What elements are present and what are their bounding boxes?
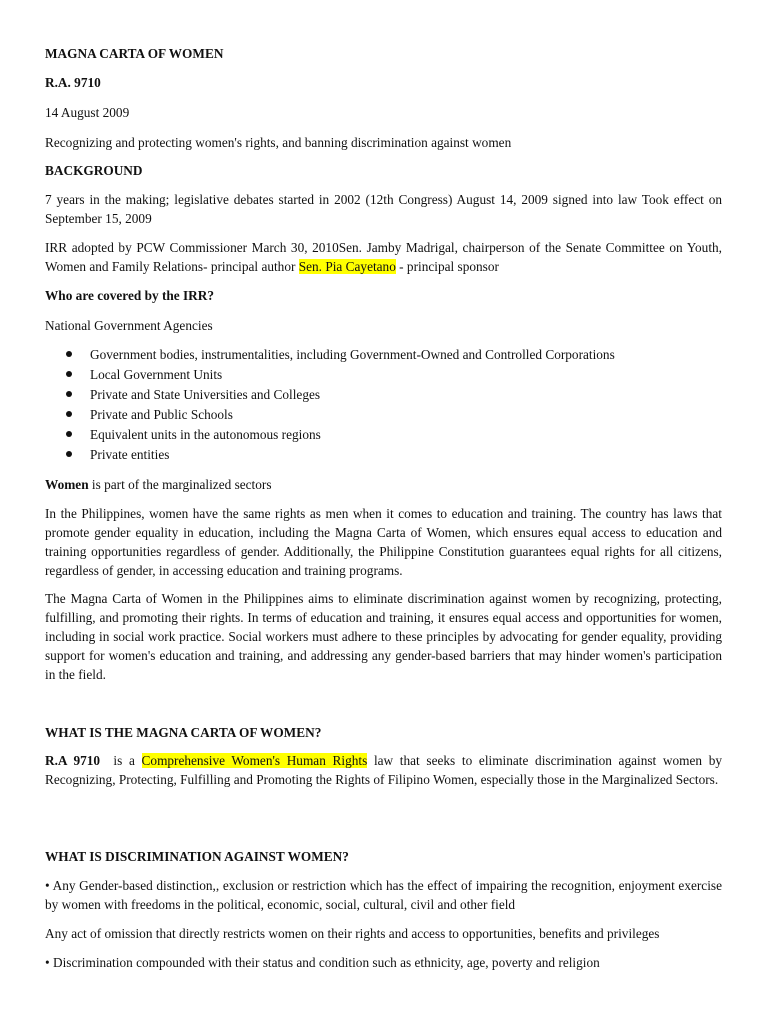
list-item <box>45 445 722 465</box>
what-is-heading: WHAT IS THE MAGNA CARTA OF WOMEN? <box>45 725 322 740</box>
list-item <box>45 385 722 405</box>
list-item-text: Equivalent units in the autonomous regions <box>90 427 321 442</box>
ra-bold-label: R.A 9710 <box>45 753 101 768</box>
women-bold-label: Women <box>45 477 89 492</box>
background-heading: BACKGROUND <box>45 163 143 178</box>
list-item <box>45 405 722 425</box>
background-paragraph-1: 7 years in the making; legislative debates started in 2002 (12th Congress) August 14, 2009 signed into law Took effect on September 15, 2009 <box>45 192 722 226</box>
discrimination-paragraph-1: • Any Gender-based distinction,, exclusion or restriction which has the effect of impairing the recognition, enjoyment exercise by women with freedoms in the political, economic, social, cultural, civil and other field <box>45 878 722 912</box>
social-work-paragraph: The Magna Carta of Women in the Philippines aims to eliminate discrimination against women by recognizing, protecting, fulfilling, and promoting their rights. In terms of education and training, it ensures equal access and opportunities for women, including in social work practice. Social workers must adhere to these principles by advocating for gender equality, providing support for women's education and training, and addressing any gender-based barriers that may hinder women's participation in the field. <box>45 591 722 682</box>
highlighted-sponsor-name: Sen. Pia Cayetano <box>298 259 396 274</box>
what-is-paragraph <box>45 751 726 789</box>
covered-list <box>45 345 722 465</box>
bullet-icon <box>66 451 72 457</box>
background-paragraph-2-tail: - principal sponsor <box>395 259 499 274</box>
discrimination-heading: WHAT IS DISCRIMINATION AGAINST WOMEN? <box>45 849 349 864</box>
education-paragraph: In the Philippines, women have the same rights as men when it comes to education and training. The country has laws that promote gender equality in education, including the Magna Carta of Women, which ensures equal access to education and training opportunities regardless of gender. Additionally, the Philippine Constitution guarantees equal rights for all citizens, regardless of gender, in accessing education and training programs. <box>45 506 722 578</box>
bullet-icon <box>66 411 72 417</box>
covered-heading: Who are covered by the IRR? <box>45 288 215 303</box>
covered-intro: National Government Agencies <box>45 318 213 333</box>
discrimination-paragraph-3: • Discrimination compounded with their status and condition such as ethnicity, age, poverty and religion <box>45 955 600 970</box>
list-item <box>45 345 722 365</box>
document-title: MAGNA CARTA OF WOMEN <box>45 46 224 61</box>
women-statement-text: is part of the marginalized sectors <box>88 477 272 492</box>
list-item-text: Private and Public Schools <box>90 407 233 422</box>
ra-number: R.A. 9710 <box>45 75 101 90</box>
bullet-icon <box>66 371 72 377</box>
list-item <box>45 365 722 385</box>
list-item-text: Local Government Units <box>90 367 223 382</box>
document-subtitle: Recognizing and protecting women's rights, and banning discrimination against women <box>45 135 512 150</box>
list-item-text: Private and State Universities and Colleges <box>90 387 321 402</box>
highlighted-human-rights: Comprehensive Women's Human Rights <box>141 753 368 768</box>
bullet-icon <box>66 351 72 357</box>
enactment-date: 14 August 2009 <box>45 105 130 120</box>
background-paragraph-2 <box>45 238 722 276</box>
women-statement <box>45 475 722 494</box>
background-paragraph-2-text: IRR adopted by PCW Commissioner March 30, 2010Sen. Jamby Madrigal, chairperson of the Senate Committee on Youth, Women and Family Relations- principal author <box>45 240 722 274</box>
what-is-text: law that seeks to eliminate discrimination against women by Recognizing, Protecting, Fulfilling and Promoting the Rights of Filipino Women, especially those in the Marginalized Sectors. <box>45 753 726 787</box>
list-item <box>45 425 722 445</box>
list-item-text: Private entities <box>90 447 170 462</box>
what-is-lead: is a <box>100 753 142 768</box>
discrimination-paragraph-2: Any act of omission that directly restricts women on their rights and access to opportunities, benefits and privileges <box>45 926 660 941</box>
bullet-icon <box>66 431 72 437</box>
bullet-icon <box>66 391 72 397</box>
list-item-text: Government bodies, instrumentalities, including Government-Owned and Controlled Corporations <box>90 347 615 362</box>
